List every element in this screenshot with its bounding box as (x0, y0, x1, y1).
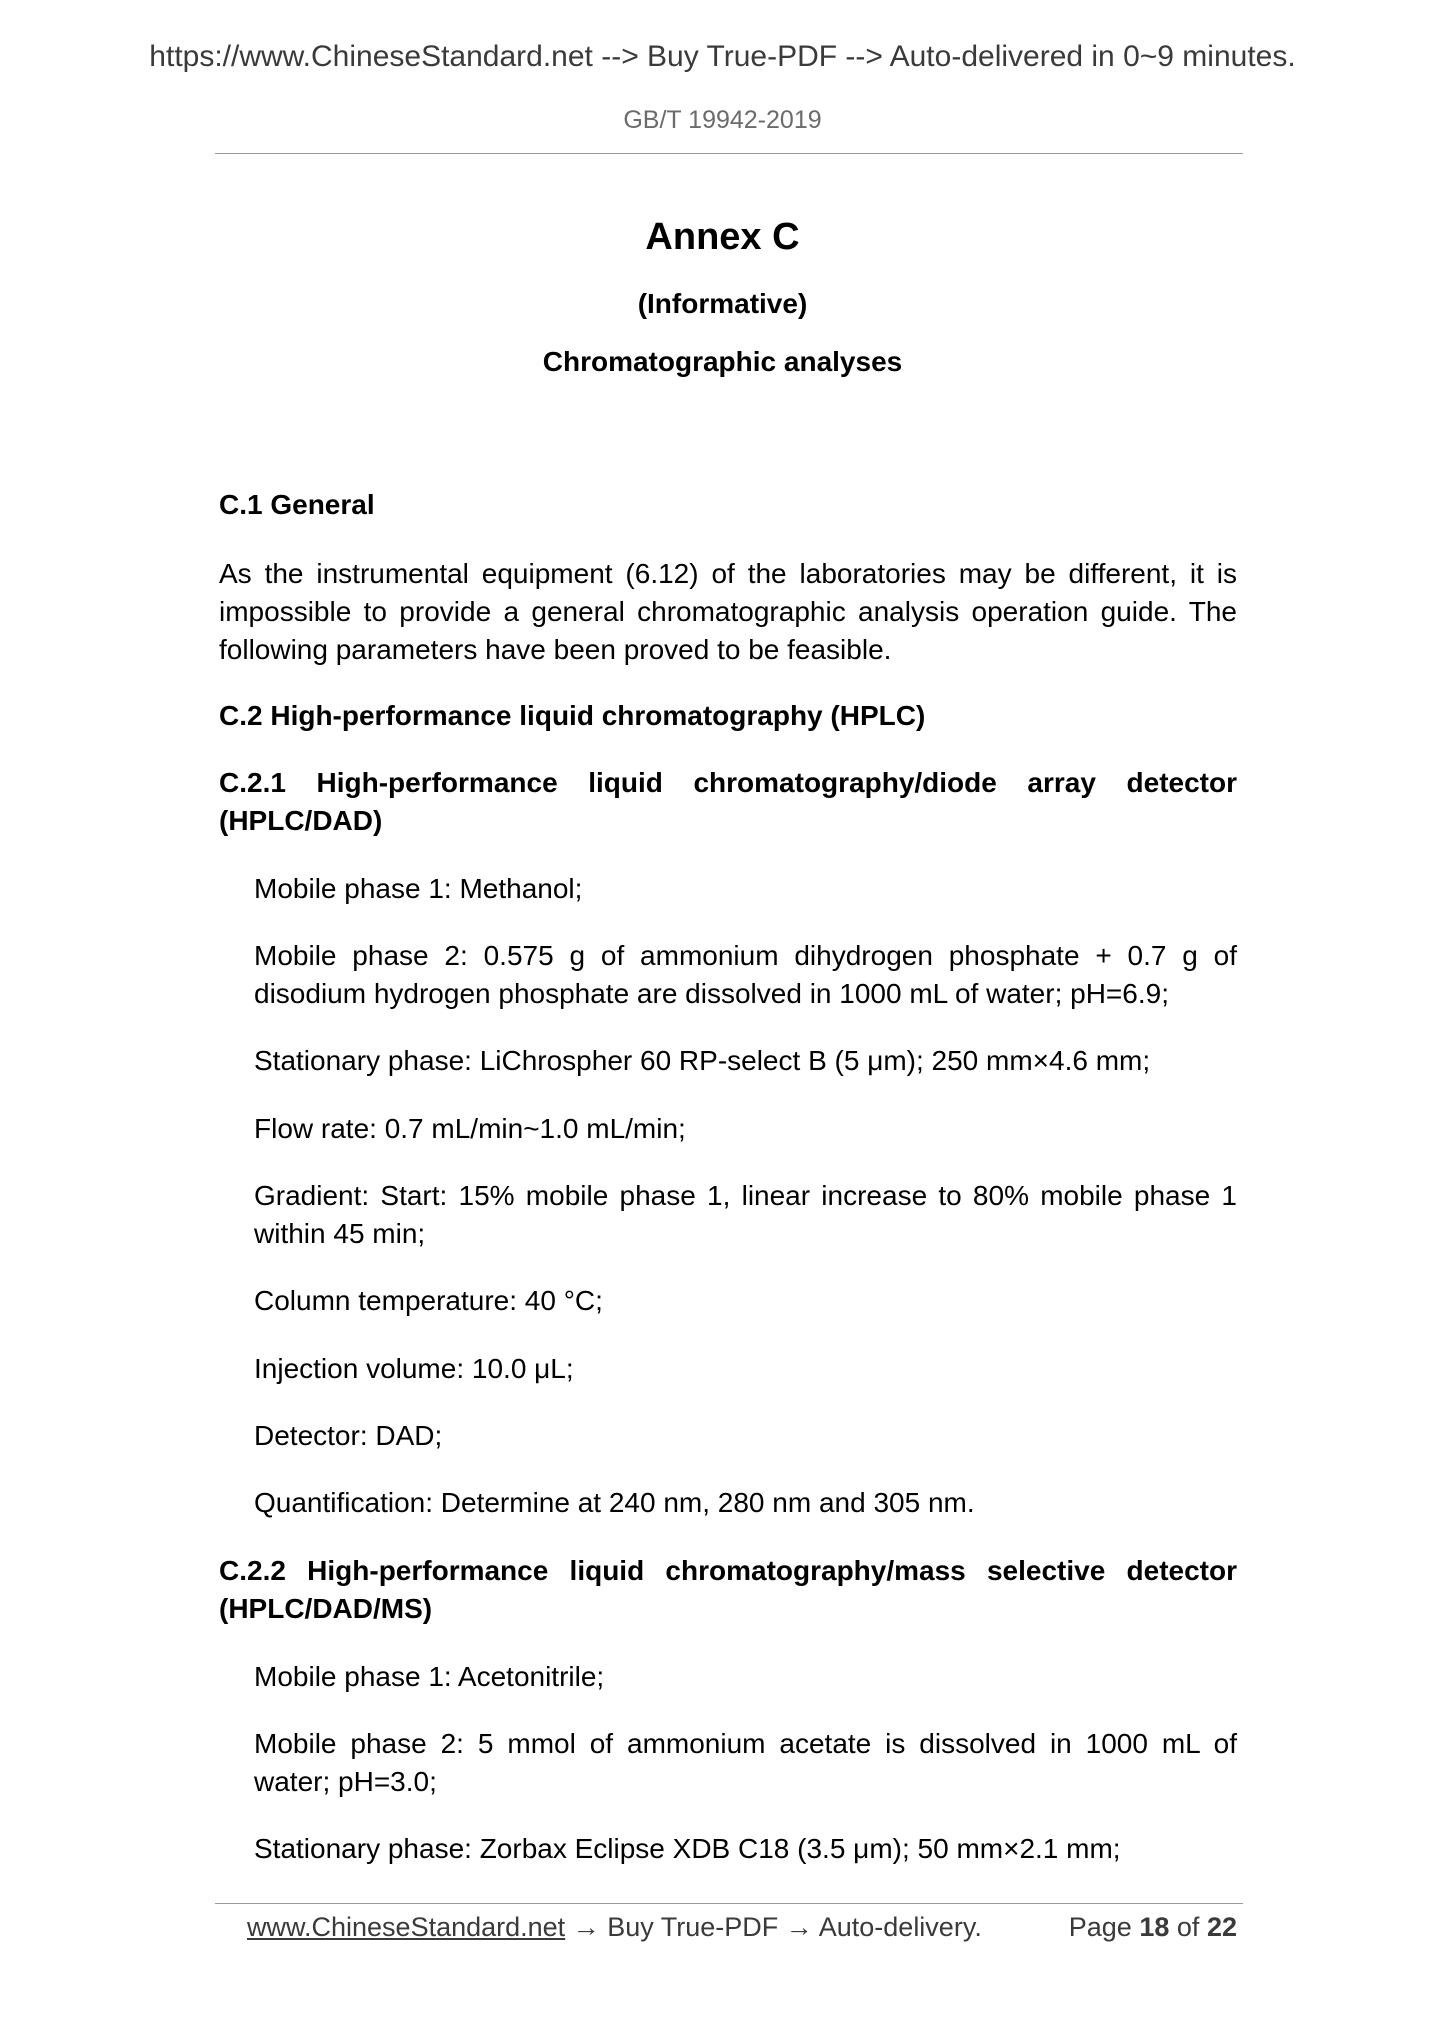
total-pages: 22 (1206, 1912, 1237, 1942)
list-item: Gradient: Start: 15% mobile phase 1, linear increase to 80% mobile phase 1 within 45 min; (254, 1180, 1237, 1249)
section-c2-heading: C.2 High-performance liquid chromatography (HPLC) (219, 700, 926, 731)
list-item: Mobile phase 2: 0.575 g of ammonium dihydrogen phosphate + 0.7 g of disodium hydrogen phosphate are dissolved in 1000 mL of water; pH=6.9; (254, 940, 1237, 1009)
list-item: Injection volume: 10.0 μL; (254, 1353, 574, 1384)
doc-code: GB/T 19942-2019 (623, 106, 822, 134)
footer-site-link[interactable]: www.ChineseStandard.net (247, 1912, 566, 1942)
page-footer (247, 1912, 1237, 1943)
annex-title: Annex C (645, 216, 800, 258)
section-c21-heading: C.2.1 High-performance liquid chromatography/diode array detector (HPLC/DAD) (219, 767, 1237, 836)
header-divider (215, 153, 1243, 154)
top-banner: https://www.ChineseStandard.net --> Buy True-PDF --> Auto-delivered in 0~9 minutes. (149, 40, 1296, 73)
page-number: 18 (1139, 1912, 1170, 1942)
section-c1-heading: C.1 General (219, 489, 375, 520)
section-c1-paragraph: As the instrumental equipment (6.12) of the laboratories may be different, it is impossible to provide a general chromatographic analysis operation guide. The following parameters have been proved to be feasible. (219, 558, 1237, 665)
footer-text: → Buy True-PDF → Auto-delivery. (565, 1912, 982, 1942)
section-c22-heading: C.2.2 High-performance liquid chromatography/mass selective detector (HPLC/DAD/MS) (219, 1555, 1237, 1624)
list-item: Column temperature: 40 °C; (254, 1285, 603, 1316)
list-item: Quantification: Determine at 240 nm, 280 nm and 305 nm. (254, 1487, 975, 1518)
list-item: Detector: DAD; (254, 1420, 443, 1451)
annex-name: Chromatographic analyses (542, 346, 903, 377)
list-item: Mobile phase 2: 5 mmol of ammonium acetate is dissolved in 1000 mL of water; pH=3.0; (254, 1728, 1237, 1797)
of-label: of (1176, 1912, 1200, 1942)
list-item: Stationary phase: LiChrospher 60 RP-select B (5 μm); 250 mm×4.6 mm; (254, 1045, 1151, 1076)
page-indicator (1069, 1912, 1237, 1943)
list-item: Mobile phase 1: Methanol; (254, 873, 583, 904)
list-item: Mobile phase 1: Acetonitrile; (254, 1661, 605, 1692)
page-label: Page (1068, 1912, 1132, 1942)
footer-divider (215, 1903, 1243, 1904)
list-item: Flow rate: 0.7 mL/min~1.0 mL/min; (254, 1113, 686, 1144)
list-item: Stationary phase: Zorbax Eclipse XDB C18 (3.5 μm); 50 mm×2.1 mm; (254, 1833, 1121, 1864)
annex-nature: (Informative) (637, 288, 808, 319)
